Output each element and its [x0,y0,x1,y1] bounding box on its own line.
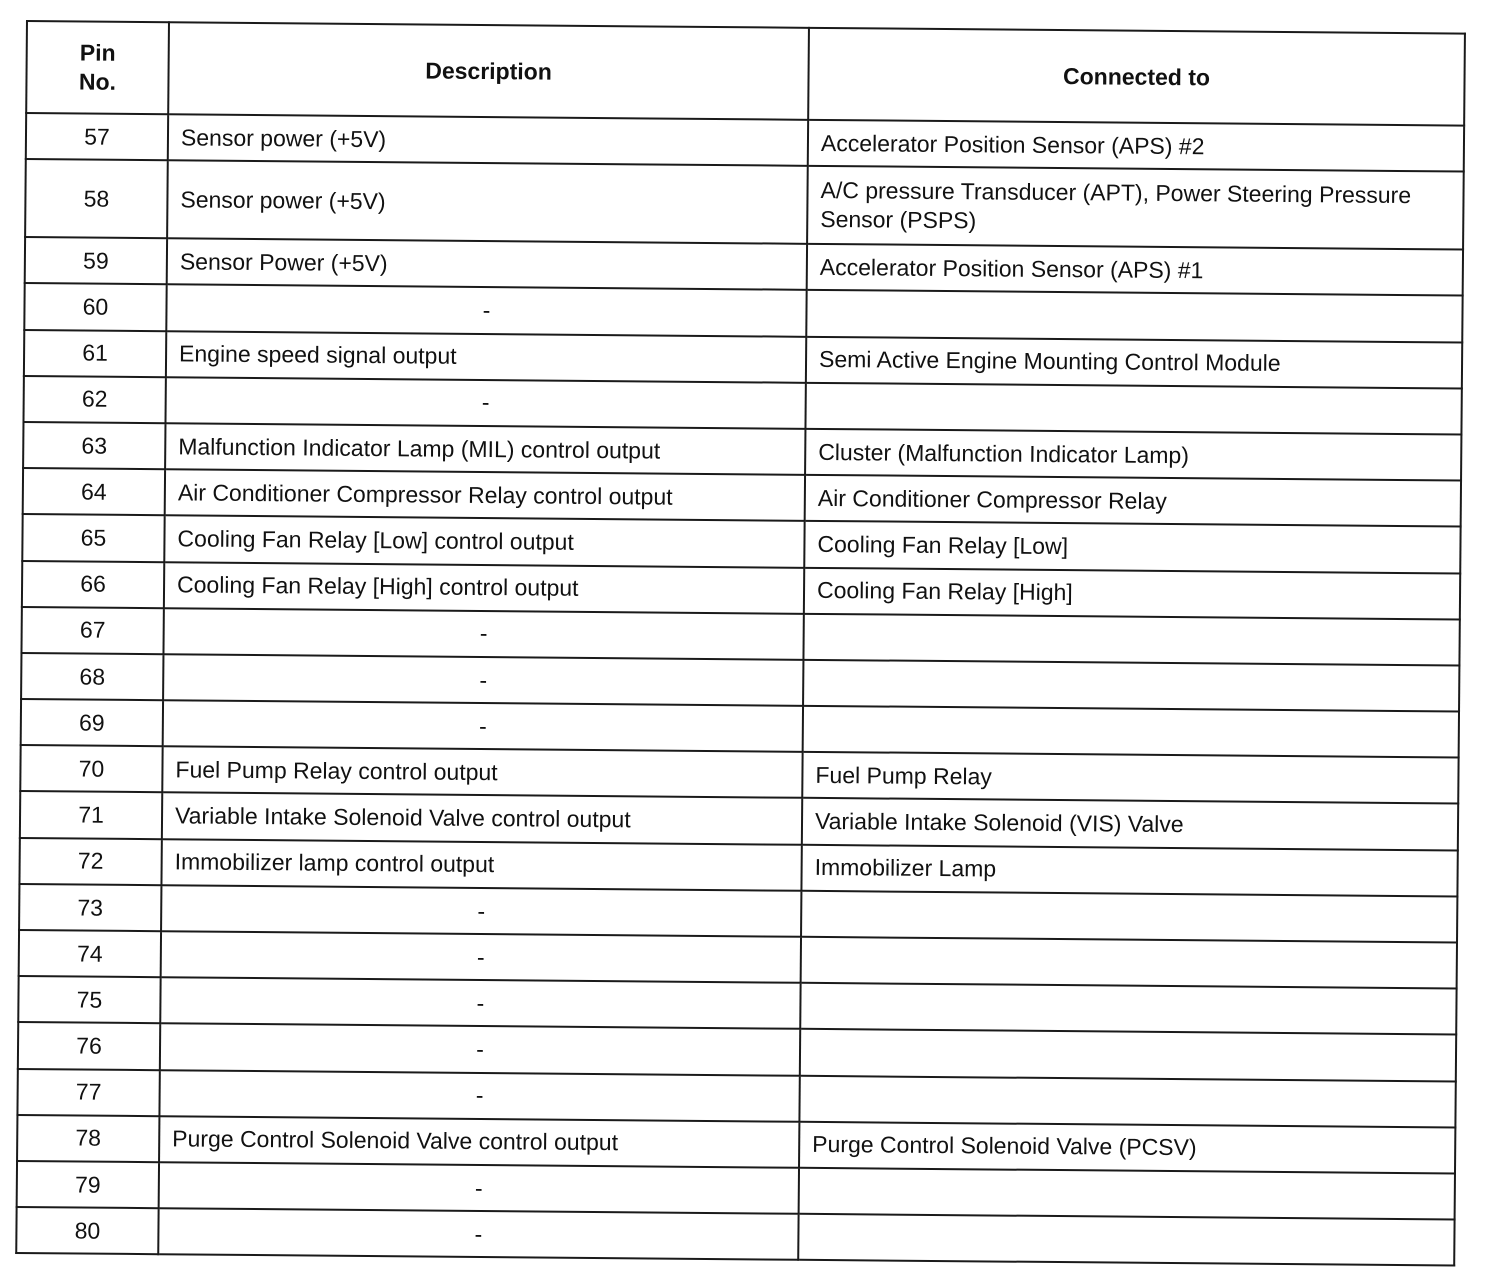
pin-connected-to [801,891,1457,943]
pin-connected-to: Variable Intake Solenoid (VIS) Valve [802,798,1458,850]
pin-number: 75 [18,976,160,1023]
pin-number: 66 [22,560,164,607]
pin-connected-to: Accelerator Position Sensor (APS) #1 [807,244,1463,296]
pin-number: 72 [19,838,161,885]
pin-description: - [158,1208,798,1260]
pin-number: 60 [24,283,166,330]
pin-connected-to: Immobilizer Lamp [801,844,1457,896]
header-pin-line1: Pin [79,39,116,67]
pin-description: - [163,608,803,660]
pin-number: 64 [23,468,165,515]
header-row [26,21,1465,126]
pin-connected-to [801,937,1457,989]
pin-connected-to [803,613,1459,665]
pin-number: 73 [19,884,161,931]
pin-description: Cooling Fan Relay [Low] control output [164,516,804,568]
pin-number: 59 [25,237,167,284]
table-row [25,159,1464,250]
pin-connected-to: Semi Active Engine Mounting Control Module [806,336,1462,388]
pin-description: - [161,931,801,983]
pin-description: Sensor power (+5V) [167,160,808,244]
pin-number: 80 [16,1207,158,1254]
pin-connected-to: Air Conditioner Compressor Relay [805,475,1461,527]
pin-connected-to [803,660,1459,712]
pin-description: Purge Control Solenoid Valve control output [159,1116,799,1168]
pin-number: 74 [19,930,161,977]
pin-table-sheet [15,20,1464,1267]
pin-number: 62 [23,376,165,423]
pin-number: 79 [17,1161,159,1208]
pin-number: 69 [21,699,163,746]
pin-connected-to [803,706,1459,758]
pin-description: Immobilizer lamp control output [161,839,801,891]
pin-number: 63 [23,422,165,469]
pin-description: Sensor power (+5V) [168,114,808,166]
pin-number: 65 [22,514,164,561]
pin-number: 71 [20,791,162,838]
header-description: Description [168,22,809,120]
header-pin-no [26,21,169,114]
pin-connected-to [799,1168,1455,1220]
pin-connected-to [805,383,1461,435]
pin-connected-to: Cooling Fan Relay [High] [804,567,1460,619]
pin-description: Engine speed signal output [166,331,806,383]
pin-description: - [160,1024,800,1076]
pin-connected-to [800,983,1456,1035]
pin-connected-to [798,1214,1454,1266]
pin-connected-to: Accelerator Position Sensor (APS) #2 [808,120,1464,172]
pin-connected-to: A/C pressure Transducer (APT), Power Steering Pressure Sensor (PSPS) [807,166,1464,250]
pin-description: - [159,1070,799,1122]
pin-description: - [163,654,803,706]
pin-connected-to: Cooling Fan Relay [Low] [804,521,1460,573]
pin-table [15,20,1466,1267]
pin-connected-to [800,1029,1456,1081]
pin-connected-to: Fuel Pump Relay [802,752,1458,804]
pin-description: Air Conditioner Compressor Relay control output [165,469,805,521]
pin-number: 70 [20,745,162,792]
pin-connected-to [799,1075,1455,1127]
pin-number: 57 [26,113,168,160]
pin-description: - [159,1162,799,1214]
pin-number: 61 [24,330,166,377]
pin-number: 68 [21,653,163,700]
pin-description: - [165,377,805,429]
pin-description: Fuel Pump Relay control output [162,746,802,798]
pin-number: 58 [25,159,168,238]
header-pin-line2: No. [78,68,117,95]
pin-description: Malfunction Indicator Lamp (MIL) control output [165,423,805,475]
pin-number: 78 [17,1115,159,1162]
pin-description: Sensor Power (+5V) [167,238,807,290]
pin-connected-to [806,290,1462,342]
pin-description: - [161,885,801,937]
pin-connected-to: Cluster (Malfunction Indicator Lamp) [805,429,1461,481]
pin-number: 77 [17,1069,159,1116]
pin-description: Cooling Fan Relay [High] control output [164,562,804,614]
pin-description: - [160,977,800,1029]
header-connected-to: Connected to [808,28,1465,126]
pin-number: 76 [18,1022,160,1069]
pin-description: - [163,700,803,752]
pin-description: - [166,285,806,337]
pin-description: Variable Intake Solenoid Valve control output [162,793,802,845]
pin-connected-to: Purge Control Solenoid Valve (PCSV) [799,1122,1455,1174]
pin-number: 67 [21,607,163,654]
